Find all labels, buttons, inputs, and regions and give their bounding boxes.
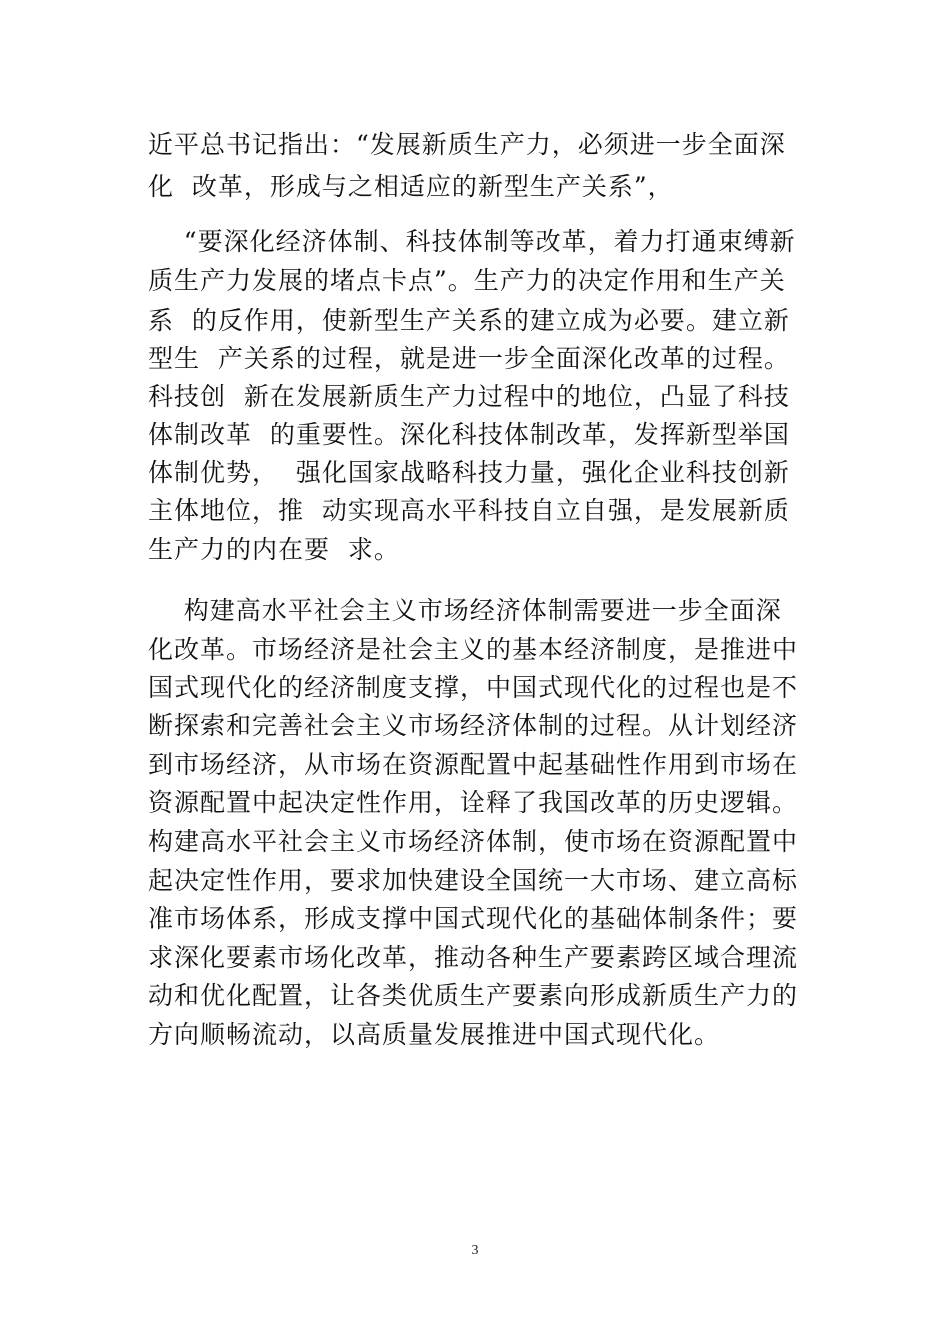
text-line: 近平总书记指出：“发展新质生产力，必须进一步全面深: [148, 130, 786, 159]
text-line: 系 的反作用，使新型生产关系的建立成为必要。建立新: [148, 306, 790, 335]
text-line: 构建高水平社会主义市场经济体制，使市场在资源配置中: [148, 827, 799, 856]
text-line: 准市场体系，形成支撑中国式现代化的基础体制条件；要: [148, 904, 799, 933]
page-number: 3: [471, 1243, 479, 1258]
text-line: 主体地位，推 动实现高水平科技自立自强，是发展新质: [148, 496, 790, 525]
text-line: 国式现代化的经济制度支撑，中国式现代化的过程也是不: [148, 673, 799, 702]
text-line: 质生产力发展的堵点卡点”。生产力的决定作用和生产关: [148, 266, 786, 295]
text-line: 资源配置中起决定性作用，诠释了我国改革的历史逻辑。: [148, 788, 799, 817]
text-line: 型生 产关系的过程，就是进一步全面深化改革的过程。: [148, 344, 790, 373]
text-line: 体制改革 的重要性。深化科技体制改革，发挥新型举国: [148, 420, 790, 449]
text-line: 到市场经济，从市场在资源配置中起基础性作用到市场在: [148, 750, 799, 779]
text-line: 起决定性作用，要求加快建设全国统一大市场、建立高标: [148, 866, 799, 895]
text-line: 化改革。市场经济是社会主义的基本经济制度，是推进中: [148, 635, 799, 664]
text-line: 方向顺畅流动，以高质量发展推进中国式现代化。: [148, 1020, 721, 1049]
text-line: 化 改革，形成与之相适应的新型生产关系”，: [148, 172, 674, 201]
text-line: 科技创 新在发展新质生产力过程中的地位，凸显了科技: [148, 382, 790, 411]
text-line: “要深化经济体制、科技体制等改革，着力打通束缚新: [148, 227, 796, 256]
text-line: 体制优势， 强化国家战略科技力量，强化企业科技创新: [148, 458, 790, 487]
text-line: 动和优化配置，让各类优质生产要素向形成新质生产力的: [148, 981, 799, 1010]
text-line: 求深化要素市场化改革，推动各种生产要素跨区域合理流: [148, 943, 799, 972]
text-line: 构建高水平社会主义市场经济体制需要进一步全面深: [148, 596, 782, 625]
text-line: 断探索和完善社会主义市场经济体制的过程。从计划经济: [148, 711, 799, 740]
text-line: 生产力的内在要 求。: [148, 535, 400, 564]
